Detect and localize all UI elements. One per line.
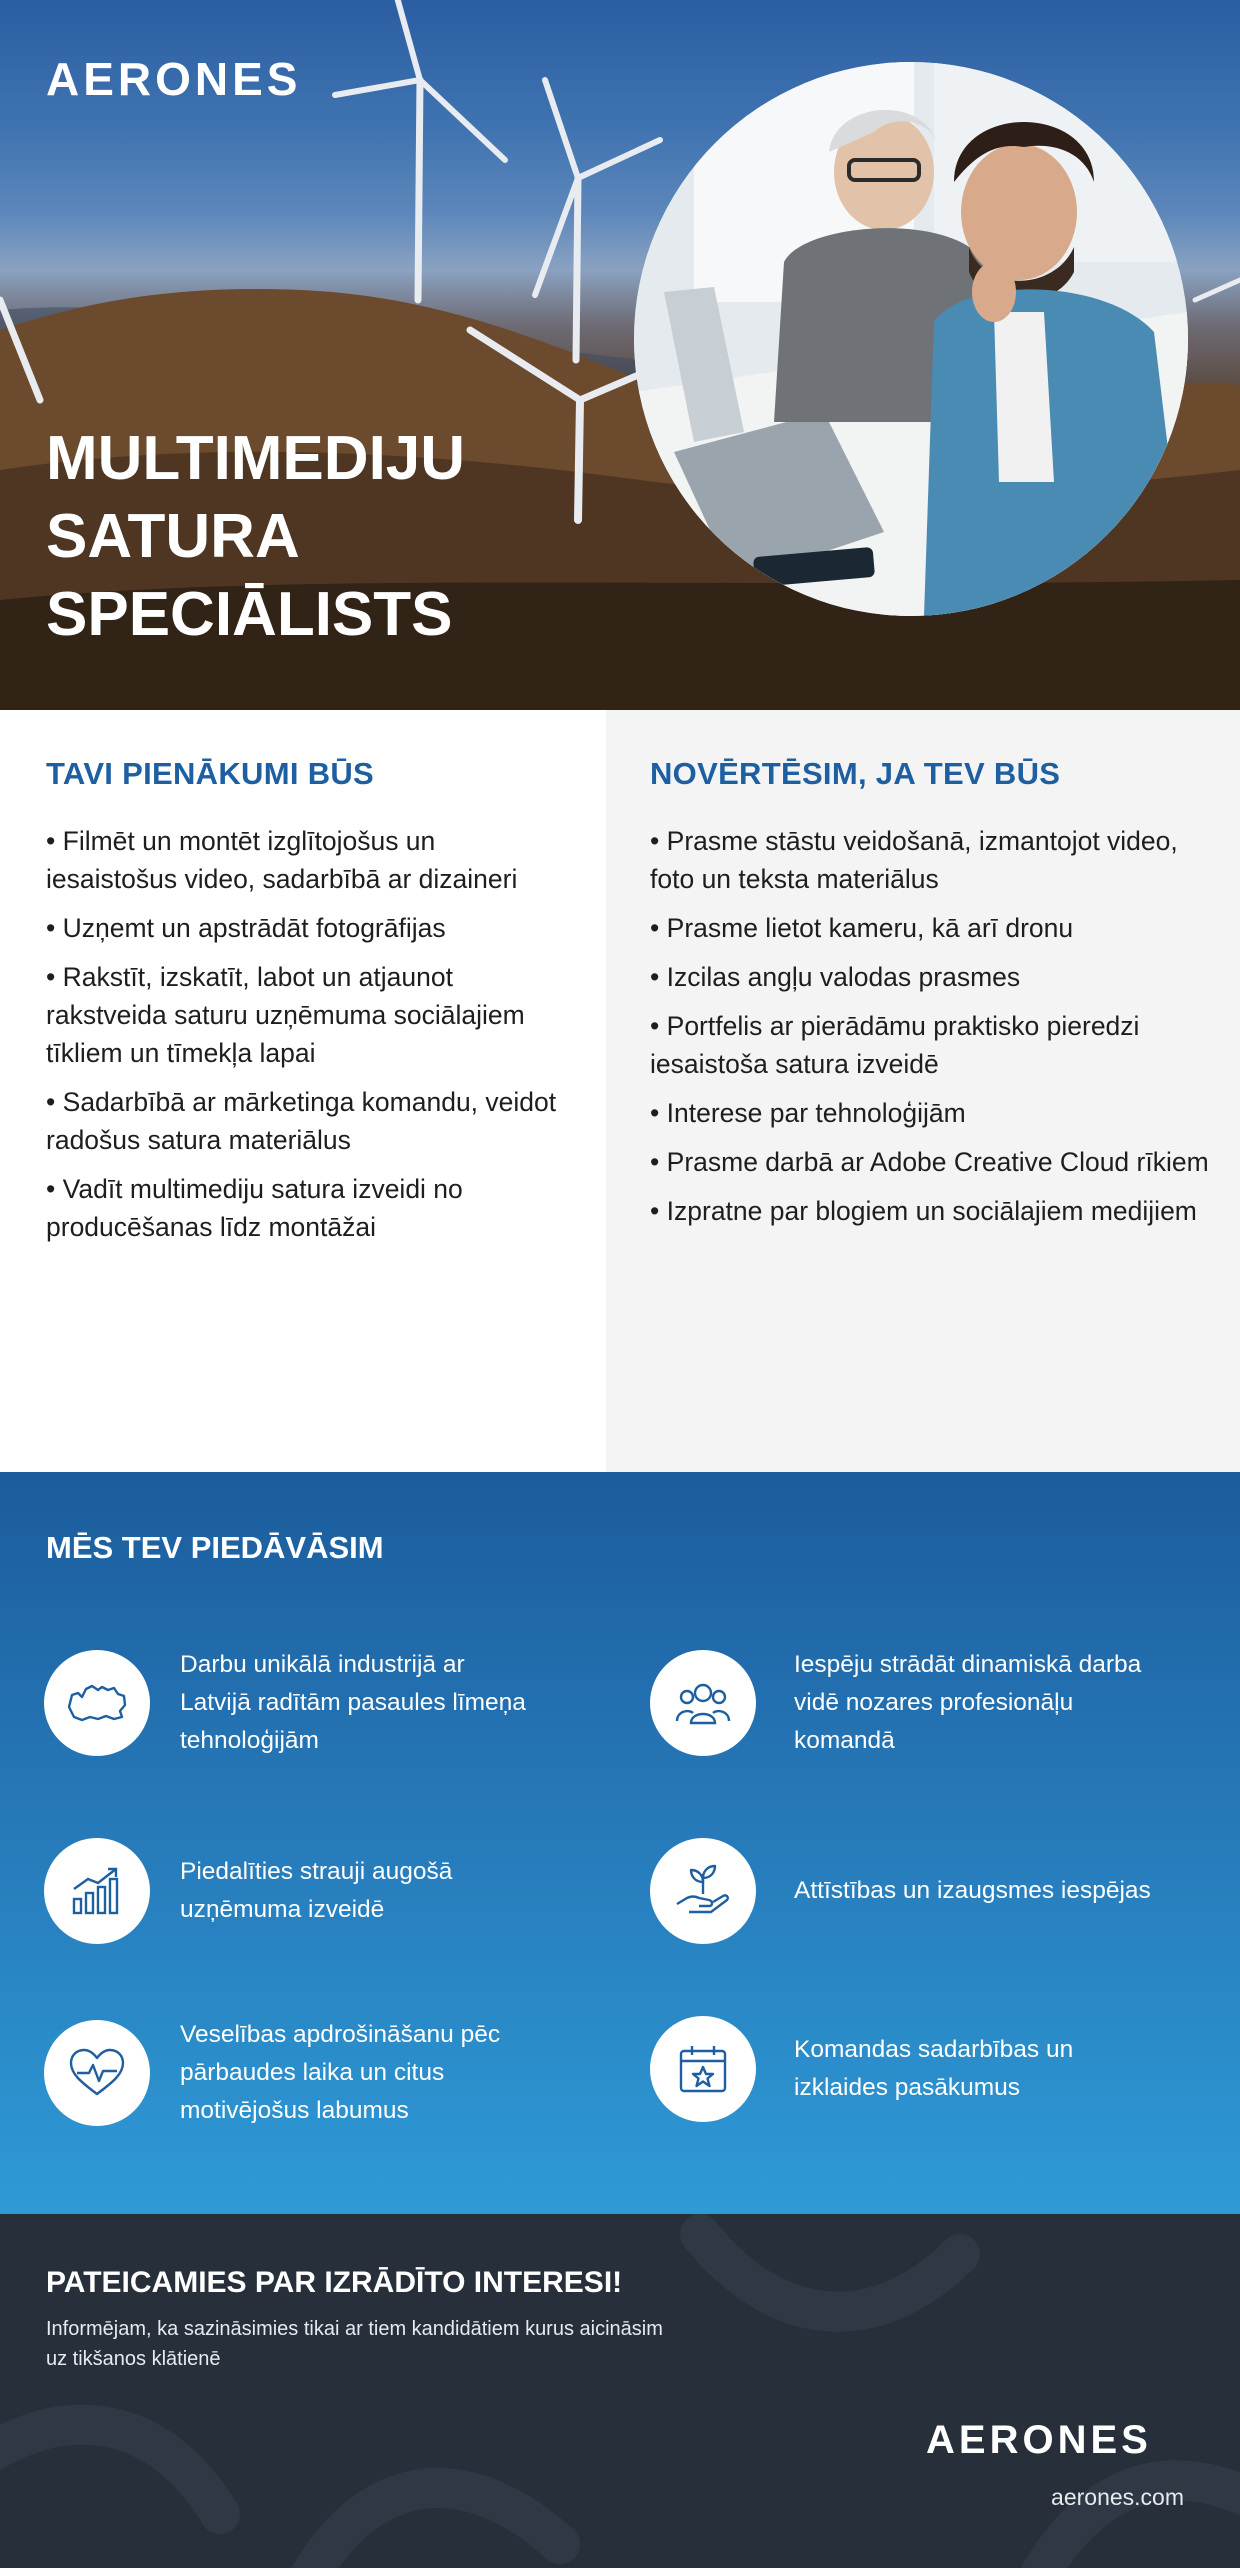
list-item: • Rakstīt, izskatīt, labot un atjaunot rakstveida saturu uzņēmuma sociālajiem tīkliem un tīmekļa lapai <box>46 962 525 1068</box>
list-item: • Vadīt multimediju satura izveidi no producēšanas līdz montāžai <box>46 1174 463 1242</box>
requirements-column <box>606 710 1240 1472</box>
job-title-line-1: MULTIMEDIJU <box>46 424 466 493</box>
benefit-text: Piedalīties strauji augošā uzņēmuma izveidē <box>180 1858 453 1923</box>
list-item: • Prasme darbā ar Adobe Creative Cloud rīkiem <box>650 1147 1209 1177</box>
team-photo-illustration <box>634 62 1188 616</box>
heart-pulse-icon <box>44 2020 150 2126</box>
list-item: • Interese par tehnoloģijām <box>650 1098 966 1128</box>
duties-list <box>46 822 566 1257</box>
job-title-line-3: SPECIĀLISTS <box>46 580 453 649</box>
team-photo <box>634 62 1188 616</box>
requirements-list <box>650 822 1210 1241</box>
list-item: • Sadarbībā ar mārketinga komandu, veidot radošus satura materiālus <box>46 1087 557 1155</box>
benefit-text: Attīstības un izaugsmes iespējas <box>794 1877 1151 1904</box>
benefit-item <box>44 1646 540 1760</box>
benefit-item <box>650 1646 1154 1760</box>
duties-heading: TAVI PIENĀKUMI BŪS <box>46 756 375 791</box>
footer <box>0 2214 1240 2568</box>
team-icon <box>650 1650 756 1756</box>
thanks-heading: PATEICAMIES PAR IZRĀDĪTO INTERESI! <box>46 2266 623 2299</box>
list-item: • Izpratne par blogiem un sociālajiem medijiem <box>650 1196 1197 1226</box>
website-link[interactable]: aerones.com <box>1051 2484 1184 2510</box>
duties-column <box>0 710 606 1472</box>
benefit-item <box>44 2016 540 2130</box>
job-title <box>46 420 606 654</box>
thanks-text: Informējam, ka sazināsimies tikai ar tiem kandidātiem kurus aicināsim uz tikšanos klātienē <box>46 2318 663 2370</box>
benefit-text: Darbu unikālā industrijā ar Latvijā radītām pasaules līmeņa tehnoloģijām <box>180 1651 526 1754</box>
growth-chart-icon <box>44 1838 150 1944</box>
benefits-section <box>0 1472 1240 2214</box>
benefit-item <box>650 2016 1154 2122</box>
list-item: • Uzņemt un apstrādāt fotogrāfijas <box>46 913 446 943</box>
hand-plant-icon <box>650 1838 756 1944</box>
benefit-text: Komandas sadarbības un izklaides pasākumus <box>794 2036 1074 2101</box>
list-item: • Portfelis ar pierādāmu praktisko pieredzi iesaistoša satura izveidē <box>650 1011 1140 1079</box>
job-details <box>0 710 1240 1472</box>
job-title-line-2: SATURA <box>46 502 300 571</box>
list-item: • Filmēt un montēt izglītojošus un iesaistošus video, sadarbībā ar dizaineri <box>46 826 518 894</box>
list-item: • Izcilas angļu valodas prasmes <box>650 962 1021 992</box>
latvia-map-icon <box>44 1650 150 1756</box>
calendar-star-icon <box>650 2016 756 2122</box>
list-item: • Prasme stāstu veidošanā, izmantojot video, foto un teksta materiālus <box>650 826 1178 894</box>
list-item: • Prasme lietot kameru, kā arī dronu <box>650 913 1074 943</box>
benefit-item <box>650 1838 1154 1944</box>
benefit-item <box>44 1838 540 1944</box>
benefit-text: Veselības apdrošināšanu pēc pārbaudes laika un citus motivējošus labumus <box>180 2021 501 2124</box>
requirements-heading: NOVĒRTĒSIM, JA TEV BŪS <box>650 756 1061 791</box>
benefit-text: Iespēju strādāt dinamiskā darba vidē nozares profesionāļu komandā <box>794 1651 1142 1754</box>
aerones-logo: AERONES <box>46 53 302 105</box>
hero-banner <box>0 0 1240 710</box>
benefits-heading: MĒS TEV PIEDĀVĀSIM <box>46 1530 384 1565</box>
aerones-footer-logo: AERONES <box>926 2418 1152 2462</box>
